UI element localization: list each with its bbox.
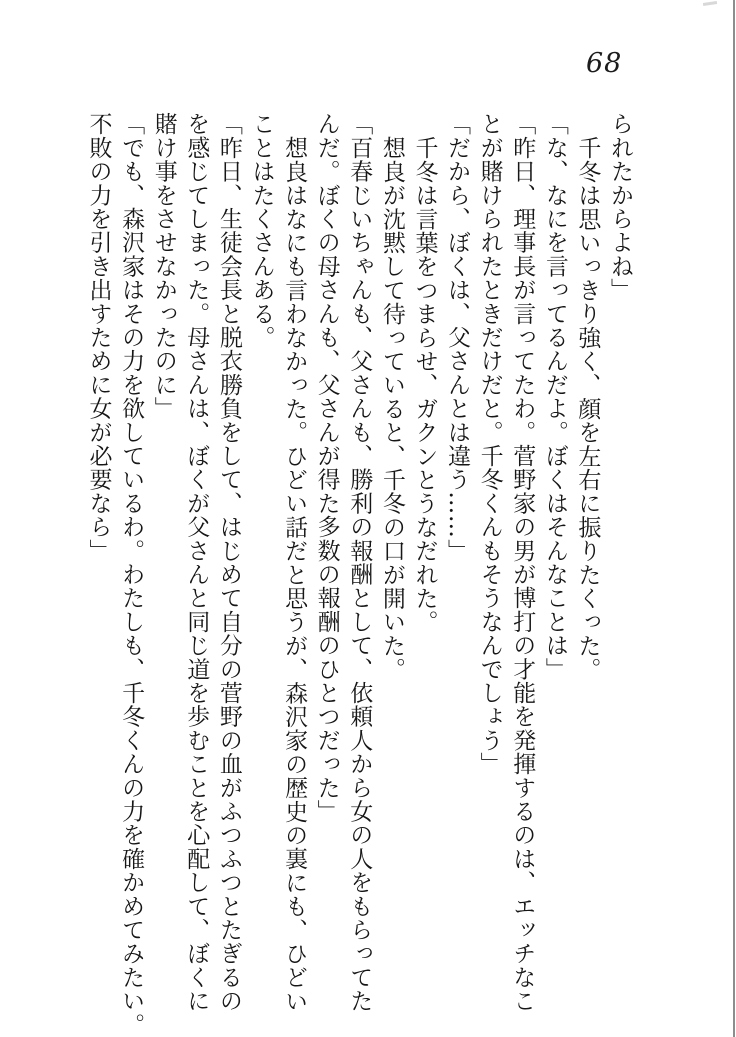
text-line: 「だから、ぼくは、父さんとは違う……」 (444, 112, 471, 563)
text-line: られたからよね」 (607, 112, 633, 302)
text-line: 「でも、森沢家はその力を欲しているわ。わたしも、千冬くんの力を確かめてみたい。 (118, 112, 145, 1037)
text-block (82, 112, 636, 1037)
text-line: 千冬は言葉をつまらせ、ガクンとうなだれた。 (411, 135, 438, 634)
paragraph (440, 112, 473, 1024)
paragraph (245, 112, 310, 1024)
paragraph (473, 112, 538, 1024)
paragraph (147, 112, 245, 1024)
paragraph (82, 112, 147, 1037)
paragraph (571, 112, 604, 1024)
text-line: を感じてしまった。母さんは、ぼくが父さんと同じ道を歩むことを心配して、ぼくに (183, 112, 210, 1013)
text-line: ことはたくさんある。 (248, 112, 275, 349)
text-line: とが賭けられたときだけだと。千冬くんもそうなんでしょう」 (476, 112, 503, 776)
text-line: 「百春じいちゃんも、父さんも、勝利の報酬として、依頼人から女の人をもらってた (346, 112, 373, 1013)
paragraph (375, 112, 408, 1024)
text-line: 「昨日、生徒会長と脱衣勝負をして、はじめて自分の菅野の血がふつふつとたぎるの (215, 112, 242, 1013)
paragraph (603, 112, 636, 1024)
scan-artifact (703, 1, 717, 6)
text-line: 「昨日、理事長が言ってたわ。菅野家の男が博打の才能を発揮するのは、エッチなこ (509, 112, 536, 1013)
text-line: 想良はなにも言わなかった。ひどい話だと思うが、森沢家の歴史の裏にも、ひどい (281, 135, 308, 1013)
text-line: 不敗の力を引き出すために女が必要なら」 (85, 112, 112, 563)
text-line: 「な、なにを言ってるんだよ。ぼくはそんなことは」 (541, 112, 568, 681)
text-line: 賭け事をさせなかったのに」 (150, 112, 177, 421)
page-number: 68 (586, 48, 623, 79)
page-edge-line (733, 0, 735, 1037)
text-line: 千冬は思いっきり強く、顔を左右に振りたくった。 (574, 135, 601, 681)
text-line: んだ。ぼくの母さんも、父さんが得た多数の報酬のひとつだった」 (313, 112, 340, 823)
paragraph (310, 112, 375, 1024)
text-line: 想良が沈黙して待っていると、千冬の口が開いた。 (378, 135, 405, 681)
paragraph (538, 112, 571, 1024)
paragraph (408, 112, 441, 1024)
